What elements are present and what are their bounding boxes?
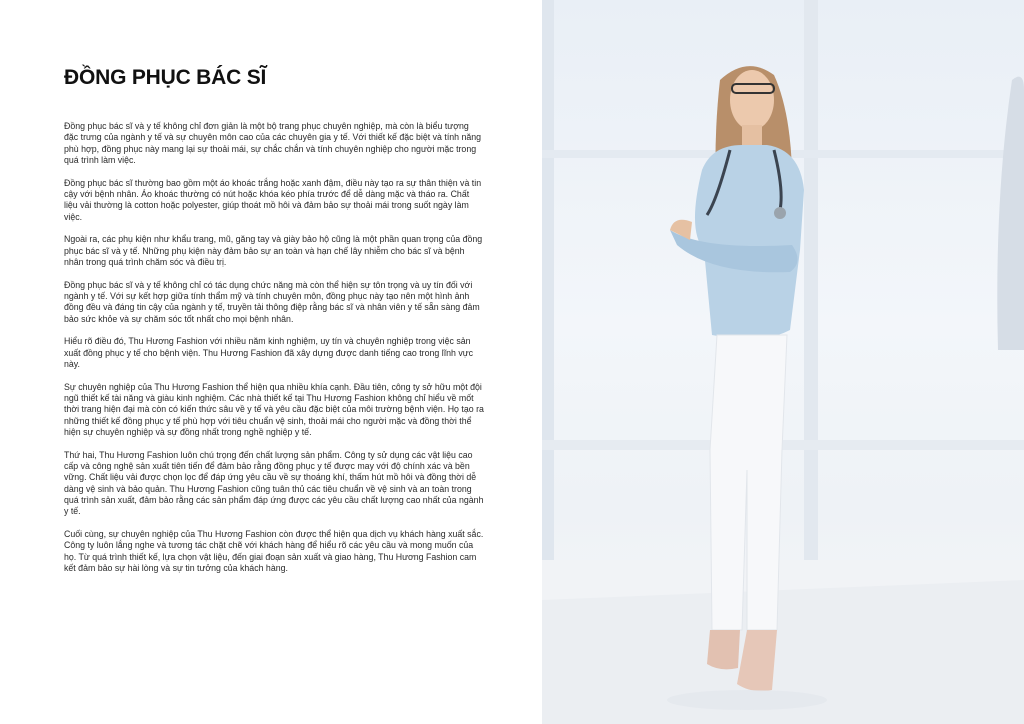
paragraph: Ngoài ra, các phụ kiện như khẩu trang, mũ, găng tay và giày bảo hộ cũng là một phần quan trọng của đồng phục bác sĩ và y tế. Những phụ kiện này đảm bảo sự an toàn và hạn chế lây nhiễm cho bác sĩ và bệnh nhân trong quá trình chăm sóc và điều trị. — [64, 234, 483, 268]
doctor-illustration — [542, 0, 1024, 724]
paragraph: Thứ hai, Thu Hương Fashion luôn chú trọng đến chất lượng sản phẩm. Công ty sử dụng các vật liệu cao cấp và công nghệ sản xuất tiên tiến để đảm bảo rằng đồng phục y tế được may với độ chính xác và bền vững. Chất liệu vải được chọn lọc để đáp ứng yêu cầu về sự thoáng khí, thấm hút mồ hôi và đồng thời dễ dàng vệ sinh và bảo quản. Thu Hương Fashion cũng tuân thủ các tiêu chuẩn về vệ sinh và an toàn trong quá trình sản xuất, đảm bảo rằng các sản phẩm đáp ứng được các yêu cầu chất lượng cao nhất của ngành y tế. — [64, 449, 484, 517]
doctor-photo — [542, 0, 1024, 724]
page-title: ĐỒNG PHỤC BÁC SĨ — [64, 66, 267, 89]
paragraph: Sự chuyên nghiệp của Thu Hương Fashion thể hiện qua nhiều khía cạnh. Đầu tiên, công ty sở hữu một đội ngũ thiết kế tài năng và giàu kinh nghiệm. Các nhà thiết kế tại Thu Hương Fashion không chỉ hiểu về mốt thời trang hiện đại mà còn có kiến thức sâu về y tế và yêu cầu đặc biệt của môi trường bệnh viện. Họ tạo ra những thiết kế đồng phục y tế phù hợp với tiêu chuẩn vệ sinh, thoải mái cho người mặc và đồng thời thể hiện sự chuyên nghiệp và sự đồng nhất trong nghề nghiệp y tế. — [64, 381, 484, 438]
article-body — [64, 121, 484, 586]
paragraph: Đồng phục bác sĩ và y tế không chỉ có tác dụng chức năng mà còn thể hiện sự tôn trọng và uy tín đối với ngành y tế. Với sự kết hợp giữa tính thẩm mỹ và tính chuyên môn, đồng phục này tạo nên một hình ảnh đồng đều và đáng tin cậy của ngành y tế, truyền tải thông điệp rằng bác sĩ và nhân viên y tế sẵn sàng đảm bảo sức khỏe và sự chăm sóc tốt nhất cho mọi bệnh nhân. — [64, 279, 480, 324]
paragraph: Đồng phục bác sĩ và y tế không chỉ đơn giản là một bộ trang phục chuyên nghiệp, mà còn là biểu tượng đặc trưng của ngành y tế và sự chuyên môn cao của các chuyên gia y tế. Với thiết kế đặc biệt và tính năng phù hợp, đồng phục này mang lại sự thoải mái, sự chắc chắn và tính chuyên nghiệp cho người mặc trong quá trình làm việc. — [64, 121, 482, 166]
paragraph: Hiểu rõ điều đó, Thu Hương Fashion với nhiều năm kinh nghiệm, uy tín và chuyên nghiệp trong việc sản xuất đồng phục y tế cho bệnh viện. Thu Hương Fashion đã xây dựng được danh tiếng cao trong lĩnh vực này. — [64, 336, 474, 370]
paragraph: Cuối cùng, sự chuyên nghiệp của Thu Hương Fashion còn được thể hiện qua dịch vụ khách hàng xuất sắc. Công ty luôn lắng nghe và tương tác chặt chẽ với khách hàng để hiểu rõ các yêu cầu và mong muốn của họ. Từ quá trình thiết kế, lựa chọn vật liệu, đến giai đoạn sản xuất và giao hàng, Thu Hương Fashion cam kết đảm bảo sự hài lòng và sự tin tưởng của khách hàng. — [64, 529, 484, 574]
paragraph: Đồng phục bác sĩ thường bao gồm một áo khoác trắng hoặc xanh đậm, điều này tạo ra sự thân thiện và tin cậy với bệnh nhân. Áo khoác thường có nút hoặc khóa kéo phía trước để dễ dàng mặc và tháo ra. Chất liệu vải thường là cotton hoặc polyester, giúp thoát mồ hôi và đảm bảo sự thoải mái trong suốt ngày làm việc. — [64, 177, 482, 222]
